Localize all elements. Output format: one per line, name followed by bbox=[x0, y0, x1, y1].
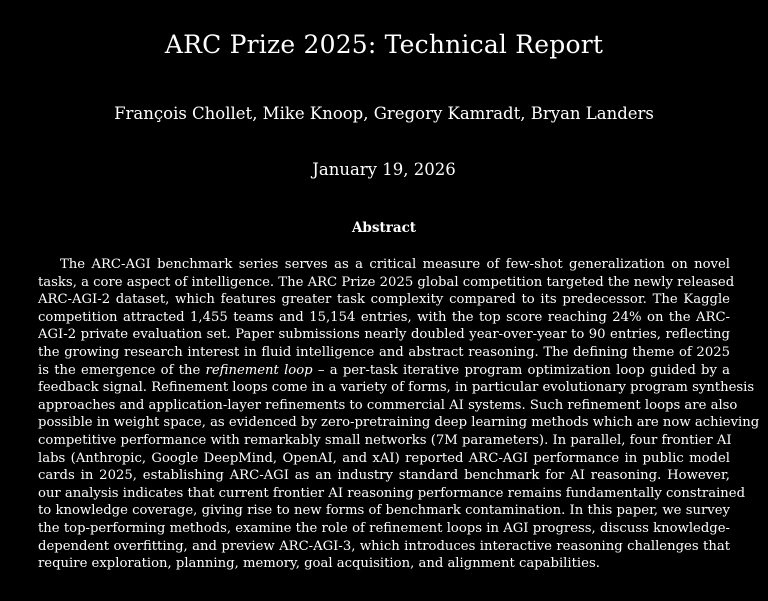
abstract-text: is the emergence of the bbox=[38, 362, 206, 378]
abstract-line: the growing research interest in fluid intelligence and abstract reasoning. The defining theme of 2025 bbox=[38, 344, 730, 360]
abstract-line: The ARC-AGI benchmark series serves as a critical measure of few-shot generalization on novel bbox=[60, 257, 730, 272]
abstract-line: labs (Anthropic, Google DeepMind, OpenAI, and xAI) reported ARC-AGI performance in public model bbox=[38, 450, 730, 466]
abstract-line: cards in 2025, establishing ARC-AGI as an industry standard benchmark for AI reasoning. However, bbox=[38, 468, 730, 484]
abstract-line: possible in weight space, as evidenced by zero-pretraining deep learning methods which are now achieving bbox=[38, 415, 760, 431]
abstract-heading: Abstract bbox=[351, 220, 417, 236]
abstract-line: feedback signal. Refinement loops come in a variety of forms, in particular evolutionary program synthesis bbox=[38, 380, 755, 396]
abstract-emphasis: refinement loop bbox=[205, 362, 313, 378]
abstract-body bbox=[38, 256, 760, 573]
abstract-line: approaches and application-layer refinements to commercial AI systems. Such refinement loops are also bbox=[38, 397, 738, 413]
abstract-line: to knowledge coverage, giving rise to new forms of benchmark contamination. In this paper, we survey bbox=[38, 503, 730, 519]
abstract-line: require exploration, planning, memory, goal acquisition, and alignment capabilities. bbox=[38, 556, 600, 572]
paper-authors: François Chollet, Mike Knoop, Gregory Kamradt, Bryan Landers bbox=[114, 104, 654, 123]
abstract-line: ARC-AGI-2 dataset, which features greater task complexity compared to its predecessor. The Kaggle bbox=[38, 292, 730, 308]
paper-date: January 19, 2026 bbox=[312, 160, 456, 179]
abstract-line: dependent overfitting, and preview ARC-AGI-3, which introduces interactive reasoning challenges that bbox=[38, 538, 730, 554]
abstract-line: competitive performance with remarkably small networks (7M parameters). In parallel, four frontier AI bbox=[38, 432, 732, 448]
abstract-line: the top-performing methods, examine the role of refinement loops in AGI progress, discuss knowledge- bbox=[38, 520, 730, 536]
abstract-line: competition attracted 1,455 teams and 15,154 entries, with the top score reaching 24% on the ARC- bbox=[38, 309, 730, 325]
paper-title: ARC Prize 2025: Technical Report bbox=[164, 30, 604, 59]
abstract-line: tasks, a core aspect of intelligence. The ARC Prize 2025 global competition targeted the newly released bbox=[38, 274, 735, 290]
abstract-line bbox=[38, 362, 730, 380]
abstract-text: – a per-task iterative program optimization loop guided by a bbox=[312, 362, 730, 378]
abstract-line: our analysis indicates that current frontier AI reasoning performance remains fundamentally constrained bbox=[38, 485, 746, 501]
abstract-line: AGI-2 private evaluation set. Paper submissions nearly doubled year-over-year to 90 entries, reflecting bbox=[38, 327, 730, 343]
